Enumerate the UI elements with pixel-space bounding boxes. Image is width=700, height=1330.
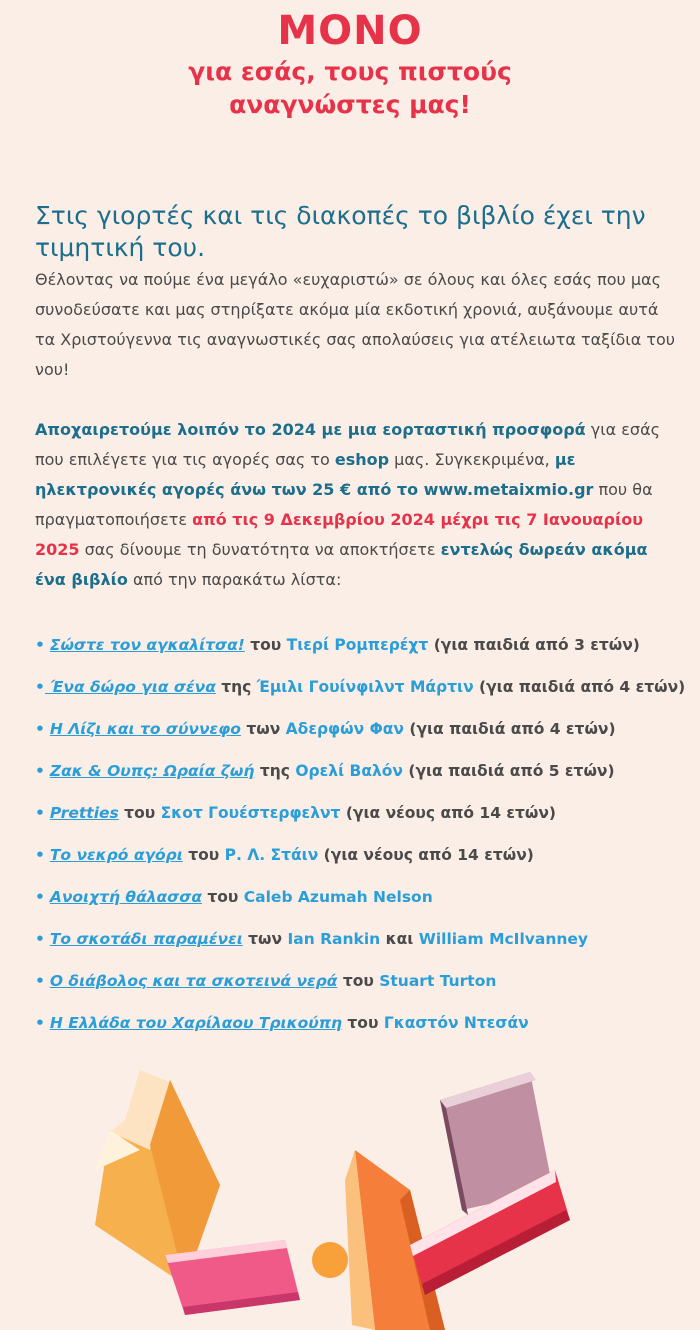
book-title-link[interactable]: Σώστε τον αγκαλίτσα!: [49, 636, 245, 654]
connector: του: [118, 804, 161, 822]
bullet: •: [35, 930, 45, 948]
book-author: Ορελί Βαλόν: [295, 762, 403, 780]
list-item: [35, 972, 695, 990]
bullet: •: [35, 720, 45, 738]
mono-title: ΜΟΝΟ: [277, 8, 423, 54]
bullet: •: [35, 972, 45, 990]
age-note: (για παιδιά από 5 ετών): [402, 762, 615, 780]
eshop-label: eshop: [334, 450, 390, 469]
book-author: Τιερί Ρομπερέχτ: [286, 636, 429, 654]
header-subtitle-line2: αναγνώστες μας!: [229, 90, 471, 119]
list-item: [35, 678, 695, 696]
offer-text: που θα πραγματοποιήσετε: [35, 480, 653, 529]
books-illustration: [0, 1060, 700, 1330]
list-item: [35, 1014, 695, 1032]
offer-condition: με ηλεκτρονικές αγορές άνω των 25 € από το www.metaixmio.gr: [35, 450, 594, 499]
list-item: [35, 846, 695, 864]
list-item: [35, 804, 695, 822]
book-author: Σκοτ Γουέστερφελντ: [160, 804, 341, 822]
offer-free-book: εντελώς δωρεάν ακόμα ένα βιβλίο: [35, 540, 648, 589]
book-author: Ian Rankin: [287, 930, 381, 948]
book-author: Stuart Turton: [379, 972, 497, 990]
book-title-link[interactable]: Το νεκρό αγόρι: [49, 846, 183, 864]
connector: της: [254, 762, 296, 780]
age-note: (για παιδιά από 4 ετών): [473, 678, 686, 696]
book-title-link[interactable]: Ζακ & Ουπς: Ωραία ζωή: [49, 762, 255, 780]
offer-text: σας δίνουμε τη δυνατότητα να αποκτήσετε: [79, 540, 441, 559]
offer-farewell: Αποχαιρετούμε λοιπόν το 2024 με μια εορταστική προσφορά: [35, 420, 586, 439]
book-author: Ρ. Λ. Στάιν: [224, 846, 319, 864]
book-title-link[interactable]: Pretties: [49, 804, 119, 822]
connector: του: [182, 846, 225, 864]
bullet: •: [35, 804, 45, 822]
bullet: •: [35, 636, 45, 654]
list-item: [35, 720, 695, 738]
book-title-link[interactable]: Ο διάβολος και τα σκοτεινά νερά: [49, 972, 338, 990]
list-item: [35, 762, 695, 780]
connector: και: [380, 930, 419, 948]
bullet: •: [35, 678, 45, 696]
list-item: [35, 930, 695, 948]
book-author: William McIlvanney: [418, 930, 589, 948]
connector: του: [342, 1014, 384, 1032]
book-title-link[interactable]: Το σκοτάδι παραμένει: [49, 930, 243, 948]
header-subtitle-line1: για εσάς, τους πιστούς: [188, 57, 512, 86]
connector: του: [244, 636, 287, 654]
connector: των: [240, 720, 286, 738]
list-item: [35, 888, 695, 906]
list-item: [35, 636, 695, 654]
book-title-link[interactable]: Η Λίζι και το σύννεφο: [49, 720, 241, 738]
connector: της: [215, 678, 257, 696]
bullet: •: [35, 846, 45, 864]
intro-paragraph: Θέλοντας να πούμε ένα μεγάλο «ευχαριστώ» σε όλους και όλες εσάς που μας συνοδεύσατε και μας στηρίξατε ακόμα μία εκδοτική χρονιά, αυξάνουμε αυτά τα Χριστούγεννα τις αναγνωστικές σας απολαύσεις για ατέλειωτα ταξίδια του νου!: [35, 270, 675, 379]
connector: των: [242, 930, 288, 948]
book-author: Γκαστόν Ντεσάν: [383, 1014, 529, 1032]
age-note: (για παιδιά από 3 ετών): [428, 636, 640, 654]
book-title-link[interactable]: Ανοιχτή θάλασσα: [49, 888, 202, 906]
book-author: Caleb Azumah Nelson: [243, 888, 433, 906]
offer-text: μας. Συγκεκριμένα,: [389, 450, 555, 469]
book-author: Αδερφών Φαν: [285, 720, 404, 738]
intro-heading: Στις γιορτές και τις διακοπές το βιβλίο έχει την τιμητική του.: [35, 201, 646, 262]
bullet: •: [35, 1014, 45, 1032]
book-author: Έμιλι Γουίνφιλντ Μάρτιν: [256, 678, 474, 696]
connector: του: [337, 972, 380, 990]
offer-dates: από τις 9 Δεκεμβρίου 2024 μέχρι τις 7 Ιανουαρίου 2025: [35, 510, 644, 559]
offer-text: από την παρακάτω λίστα:: [127, 570, 342, 589]
orange-dot-icon: [312, 1242, 348, 1278]
age-note: (για νέους από 14 ετών): [318, 846, 534, 864]
book-title-link[interactable]: Η Ελλάδα του Χαρίλαου Τρικούπη: [49, 1014, 343, 1032]
offer-paragraph: [35, 415, 675, 595]
connector: του: [201, 888, 244, 906]
age-note: (για παιδιά από 4 ετών): [403, 720, 616, 738]
age-note: (για νέους από 14 ετών): [340, 804, 557, 822]
offer-text: για εσάς που επιλέγετε για τις αγορές σας το: [35, 420, 660, 469]
bullet: •: [35, 888, 45, 906]
book-title-link[interactable]: Ένα δώρο για σένα: [44, 678, 216, 696]
bullet: •: [35, 762, 45, 780]
